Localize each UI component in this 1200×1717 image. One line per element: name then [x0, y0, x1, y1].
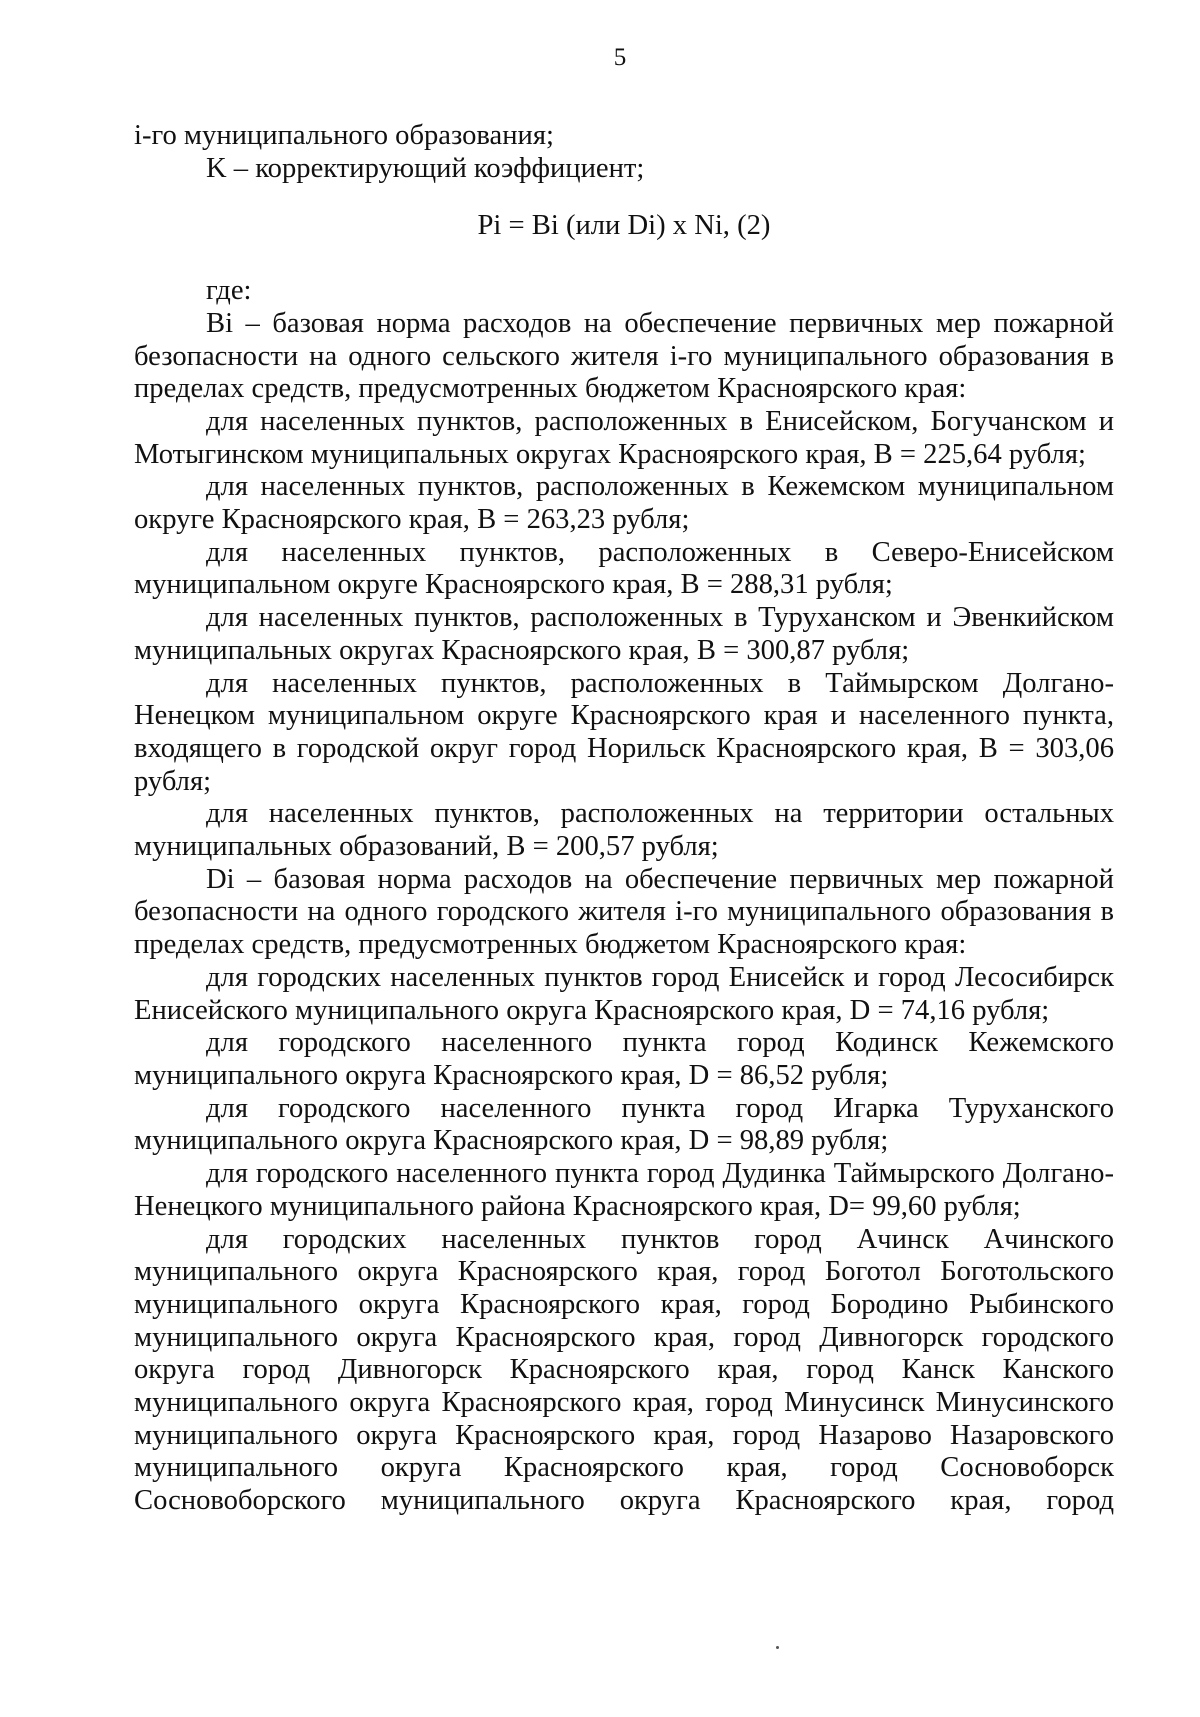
paragraph-urban-rate-yeniseysk: для городских населенных пунктов город Енисейск и город Лесосибирск Енисейского муниципального округа Красноярского края, D = 74,16 рубля; — [134, 961, 1114, 1026]
paragraph-urban-rate-kodinsk: для городского населенного пункта город Кодинск Кежемского муниципального округа Красноярского края, D = 86,52 рубля; — [134, 1027, 1114, 1091]
formula-2: Pi = Bi (или Di) x Ni, (2) — [477, 210, 771, 242]
paragraph-municipality-ref: i-го муниципального образования; — [134, 120, 554, 151]
document-body — [134, 120, 1114, 1518]
paragraph-rural-rate-yeniseysky: для населенных пунктов, расположенных в Енисейском, Богучанском и Мотыгинском муниципальных округах Красноярского края, B = 225,64 рубля; — [134, 405, 1114, 470]
paragraph-urban-rate-igarka: для городского населенного пункта город Игарка Туруханского муниципального округа Красноярского края, D = 98,89 рубля; — [134, 1092, 1114, 1157]
paragraph-where: где: — [206, 275, 252, 307]
paragraph-rural-rate-taimyrsky: для населенных пунктов, расположенных в Таймырском Долгано-Ненецком муниципальном округе Красноярского края и населенного пункта, входящего в городской округ город Норильск Красноярского края, B = 303,06 рубля; — [134, 667, 1114, 797]
page-number: 5 — [613, 44, 627, 71]
paragraph-rural-rate-turukhansky: для населенных пунктов, расположенных в Туруханском и Эвенкийском муниципальных округах Красноярского края, B = 300,87 рубля; — [134, 602, 1114, 666]
paragraph-rural-rate-severo-yeniseysky: для населенных пунктов, расположенных в Северо-Енисейском муниципальном округе Красноярского края, B = 288,31 рубля; — [134, 536, 1114, 601]
paragraph-urban-rate-dudinka: для городского населенного пункта город Дудинка Таймырского Долгано-Ненецкого муниципального района Красноярского края, D= 99,60 рубля; — [134, 1158, 1114, 1222]
paragraph-rural-rate-other: для населенных пунктов, расположенных на территории остальных муниципальных образований, B = 200,57 рубля; — [134, 798, 1114, 863]
paragraph-correction-coefficient: K – корректирующий коэффициент; — [206, 152, 645, 184]
paragraph-rural-base-norm: Bi – базовая норма расходов на обеспечение первичных мер пожарной безопасности на одного сельского жителя i-го муниципального образования в пределах средств, предусмотренных бюджетом Красноярского края: — [134, 307, 1114, 405]
paragraph-rural-rate-kezhemsky: для населенных пунктов, расположенных в Кежемском муниципальном округе Красноярского края, B = 263,23 рубля; — [134, 471, 1114, 536]
paragraph-urban-cities-list: для городских населенных пунктов город Ачинск Ачинского муниципального округа Красноярского края, город Боготол Боготольского муниципального округа Красноярского края, город Бородино Рыбинского муниципального округа Красноярского края, город Дивногорск городского округа город Дивногорск Красноярского края, город Канск Канского муниципального округа Красноярского края, город Минусинск Минусинского муниципального округа Красноярского края, город Назарово Назаровского муниципального округа Красноярского края, город Сосновоборск Сосновоборского муниципального округа Красноярского края, город — [134, 1223, 1114, 1517]
paragraph-urban-base-norm: Di – базовая норма расходов на обеспечение первичных мер пожарной безопасности на одного городского жителя i-го муниципального образования в пределах средств, предусмотренных бюджетом Красноярского края: — [134, 863, 1114, 961]
scan-speck — [776, 1646, 779, 1649]
